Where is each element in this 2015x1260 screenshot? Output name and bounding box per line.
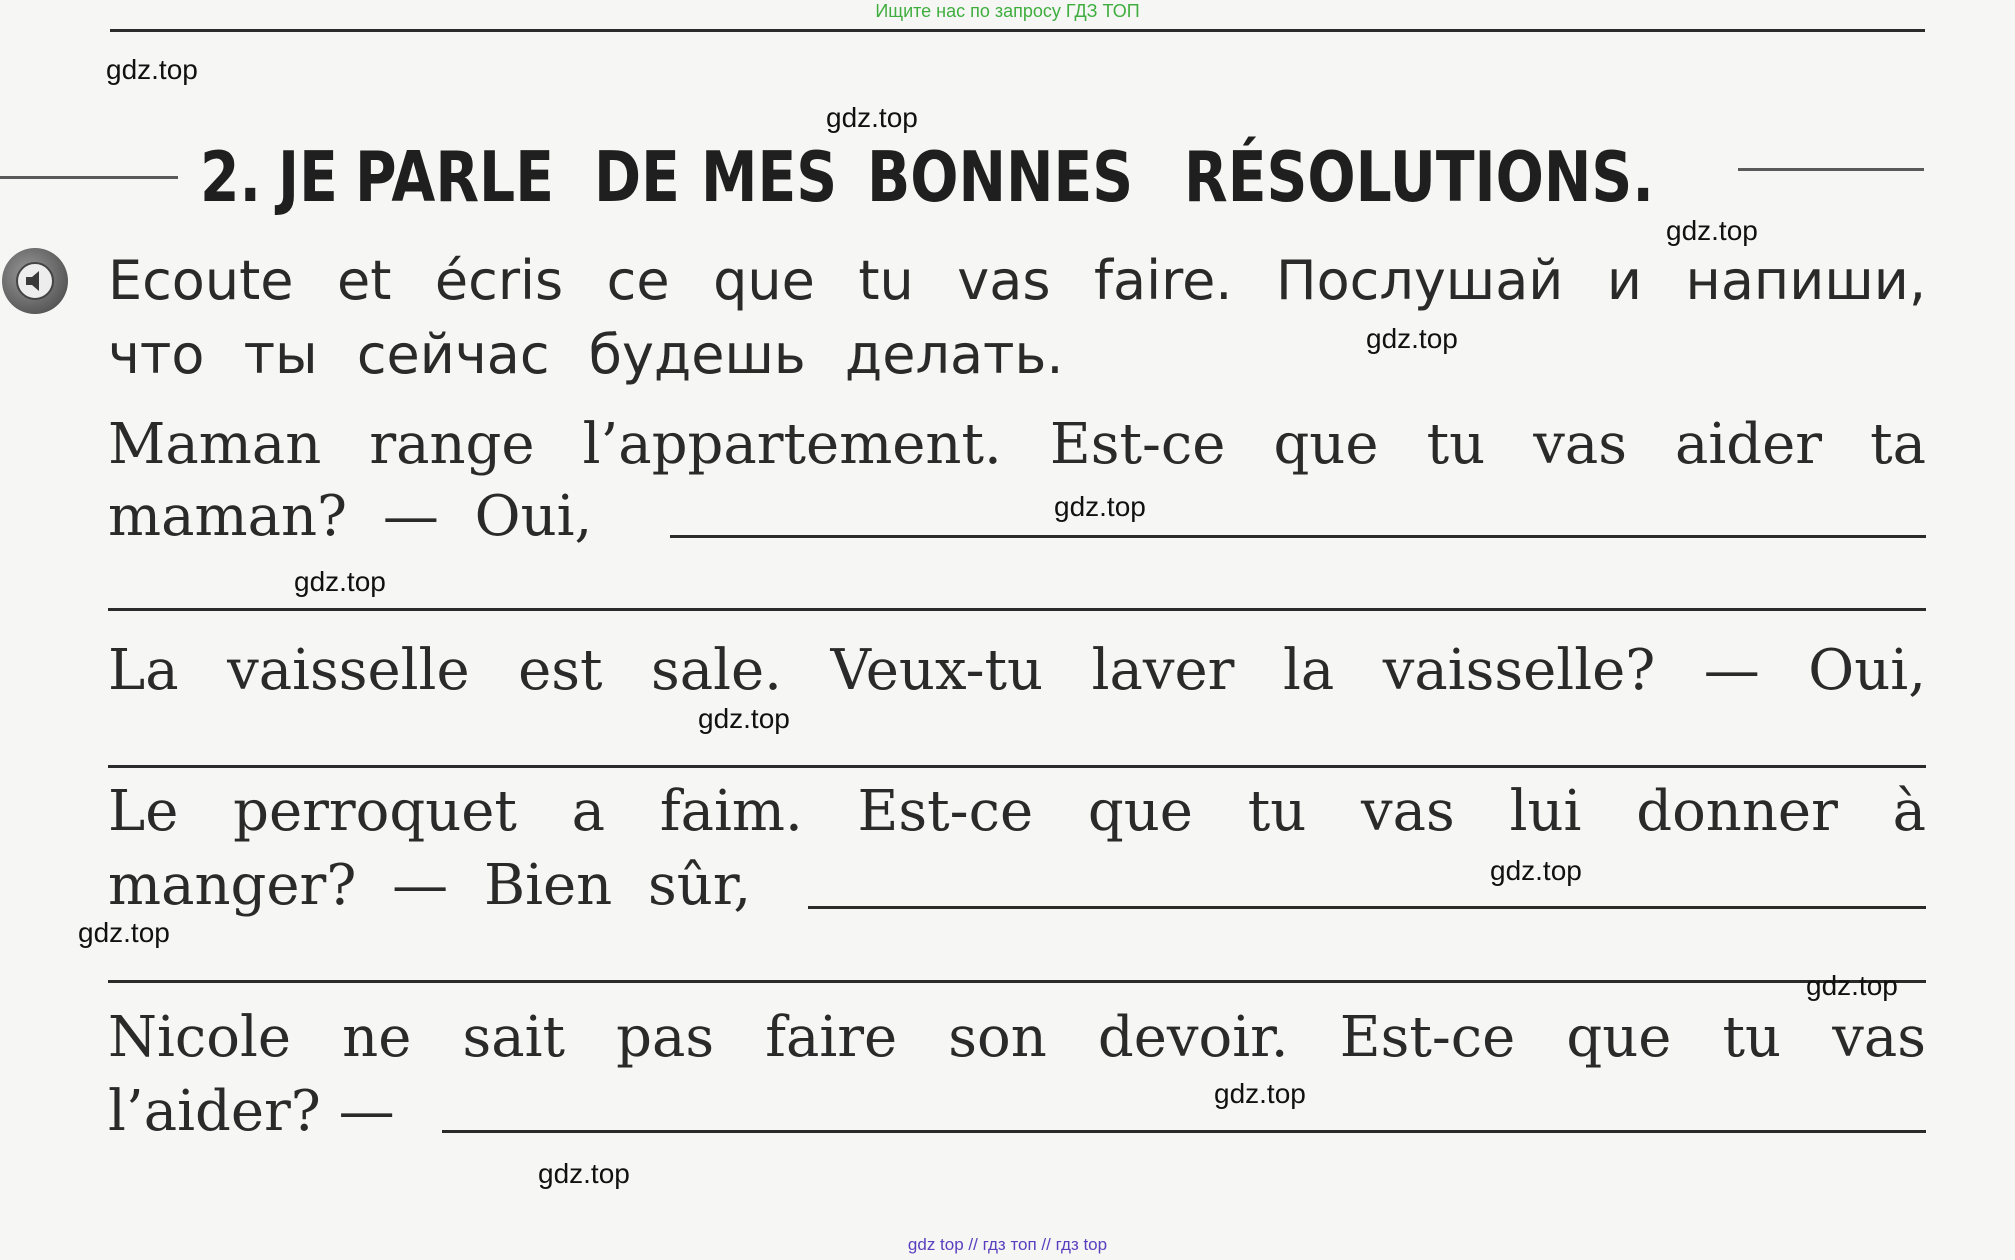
instruction-line-1: Ecoute et écris ce que tu vas faire. Послушай и напиши, xyxy=(108,249,1926,312)
watermark-text: gdz.top xyxy=(78,917,170,948)
exercise-1-answer-line-2[interactable] xyxy=(108,608,1926,611)
exercise-3-answer-line[interactable] xyxy=(808,906,1926,909)
heading-word: RÉSOLUTIONS. xyxy=(1183,137,1654,218)
top-answer-line xyxy=(110,29,1925,32)
watermark-text: gdz.top xyxy=(106,54,198,85)
instruction-line-2: что ты сейчас будешь делать. xyxy=(108,323,1064,386)
exercise-4-question: Nicole ne sait pas faire son devoir. Est-ce que tu vas xyxy=(108,1005,1926,1070)
exercise-1-answer-line[interactable] xyxy=(670,535,1926,538)
exercise-4-prompt: l’aider? — xyxy=(108,1079,395,1144)
exercise-1-prompt: maman? — Oui, xyxy=(108,484,593,549)
watermark-text: gdz.top xyxy=(538,1158,630,1189)
watermark-text: gdz.top xyxy=(1806,970,1898,1001)
exercise-2-question: La vaisselle est sale. Veux-tu laver la vaisselle? — Oui, xyxy=(108,638,1926,703)
exercise-number: 2. xyxy=(200,137,262,218)
heading-word: DE xyxy=(593,137,680,218)
watermark-text: gdz.top xyxy=(698,703,790,734)
heading-left-decoration xyxy=(0,176,178,179)
heading-word: JE xyxy=(278,137,339,218)
watermark-text: gdz.top xyxy=(1366,323,1458,354)
watermark-text: gdz.top xyxy=(1214,1078,1306,1109)
audio-speaker-icon[interactable] xyxy=(2,248,68,314)
exercise-1-question: Maman range l’appartement. Est-ce que tu vas aider ta xyxy=(108,412,1926,477)
exercise-3-answer-line-2[interactable] xyxy=(108,980,1926,983)
watermark-text: gdz.top xyxy=(1490,855,1582,886)
exercise-3-prompt: manger? — Bien sûr, xyxy=(108,853,752,918)
exercise-4-answer-line[interactable] xyxy=(442,1130,1926,1133)
exercise-heading xyxy=(200,136,1730,220)
heading-word: MES xyxy=(701,137,838,218)
heading-right-decoration xyxy=(1738,168,1924,171)
heading-word: PARLE xyxy=(355,137,555,218)
watermark-text: gdz.top xyxy=(294,566,386,597)
exercise-3-question: Le perroquet a faim. Est-ce que tu vas lui donner à xyxy=(108,779,1926,844)
watermark-text: gdz.top xyxy=(1666,215,1758,246)
top-banner[interactable]: Ищите нас по запросу ГДЗ ТОП xyxy=(875,1,1140,21)
heading-word: BONNES xyxy=(866,137,1133,218)
exercise-2-answer-line[interactable] xyxy=(108,765,1926,768)
watermark-text: gdz.top xyxy=(826,102,918,133)
bottom-banner[interactable]: gdz top // гдз топ // гдз top xyxy=(907,1235,1108,1254)
watermark-text: gdz.top xyxy=(1054,491,1146,522)
